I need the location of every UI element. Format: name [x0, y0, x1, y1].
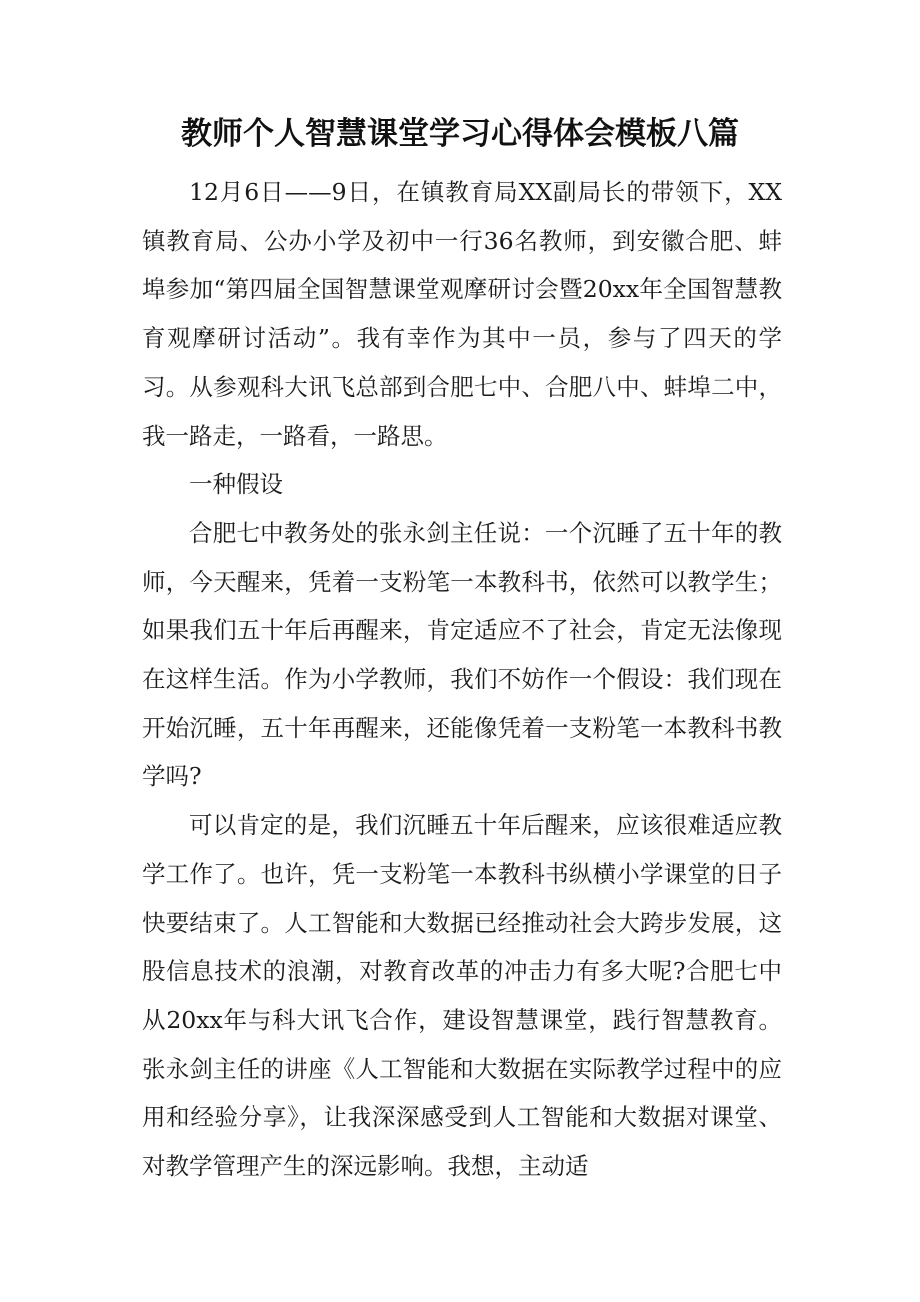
paragraph: 可以肯定的是，我们沉睡五十年后醒来，应该很难适应教学工作了。也许，凭一支粉笔一本教科书纵横小学课堂的日子快要结束了。人工智能和大数据已经推动社会大跨步发展，这股信息技术的浪潮，对教育改革的冲击力有多大呢?合肥七中从20xx年与科大讯飞合作，建设智慧课堂，践行智慧教育。张永剑主任的讲座《人工智能和大数据在实际教学过程中的应用和经验分享》，让我深深感受到人工智能和大数据对课堂、对教学管理产生的深远影响。我想，主动适: [142, 811, 782, 1181]
paragraph: 合肥七中教务处的张永剑主任说：一个沉睡了五十年的教师，今天醒来，凭着一支粉笔一本教科书，依然可以教学生；如果我们五十年后再醒来，肯定适应不了社会，肯定无法像现在这样生活。作为小学教师，我们不妨作一个假设：我们现在开始沉睡，五十年再醒来，还能像凭着一支粉笔一本教科书教学吗?: [142, 518, 782, 791]
document-body: [142, 168, 782, 1191]
document-title: 教师个人智慧课堂学习心得体会模板八篇: [181, 116, 739, 152]
section-heading: 一种假设: [189, 470, 283, 499]
paragraph: 12月6日——9日，在镇教育局XX副局长的带领下，XX镇教育局、公办小学及初中一行36名教师，到安徽合肥、蚌埠参加“第四届全国智慧课堂观摩研讨会暨20xx年全国智慧教育观摩研讨活动”。我有幸作为其中一员，参与了四天的学习。从参观科大讯飞总部到合肥七中、合肥八中、蚌埠二中，我一路走，一路看，一路思。: [142, 178, 782, 450]
